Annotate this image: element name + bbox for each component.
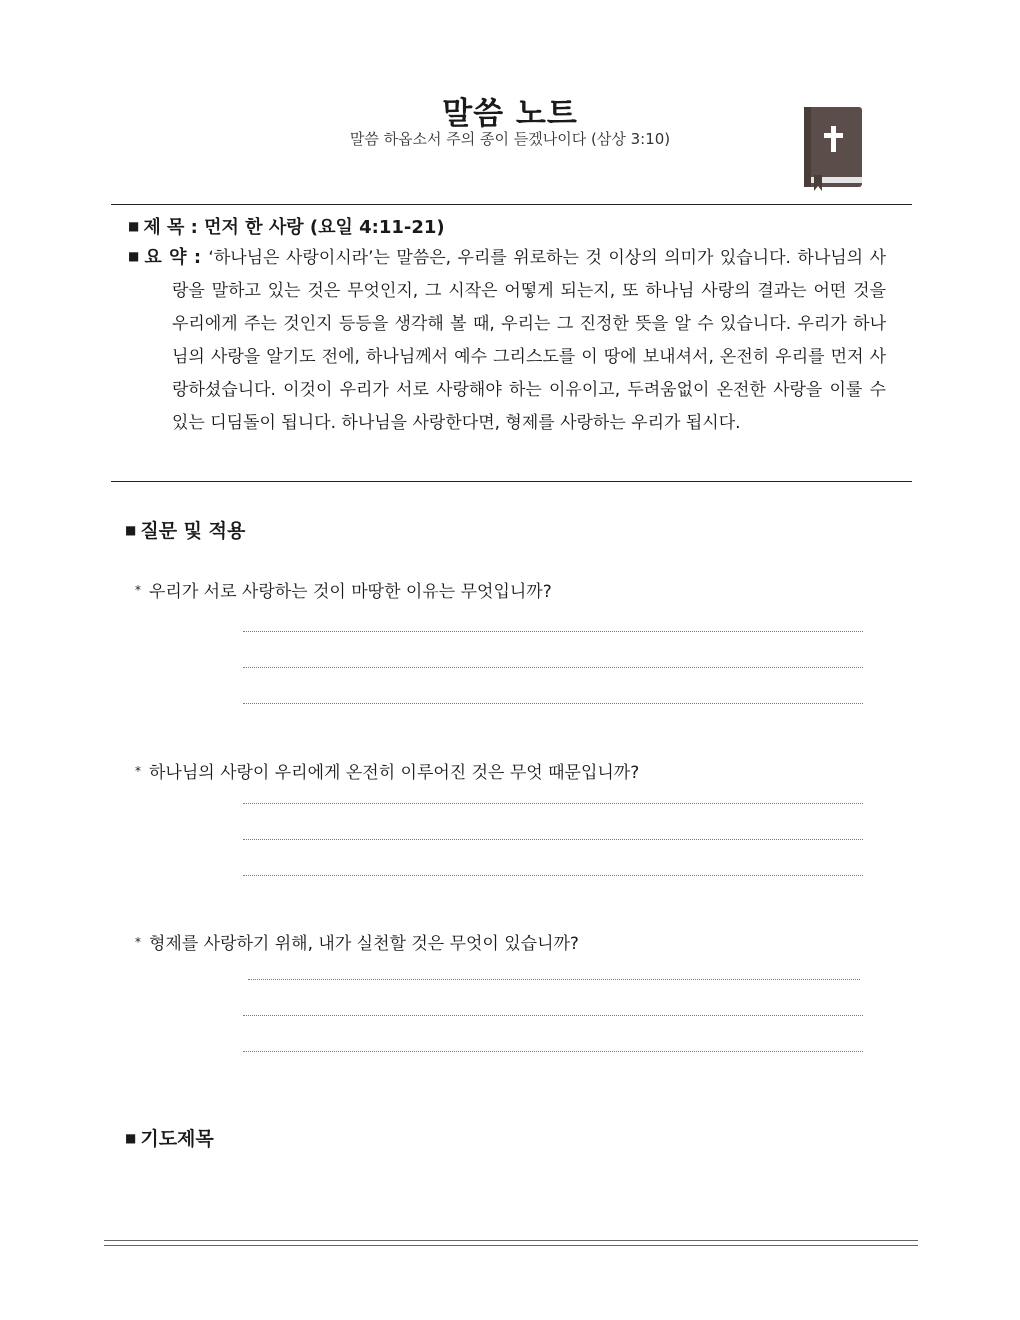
- answer-line-2-1[interactable]: [243, 803, 863, 804]
- answer-line-2-3[interactable]: [243, 875, 863, 876]
- page-title: 말씀 노트: [442, 96, 578, 132]
- bullet-square-icon: ■: [128, 219, 140, 233]
- answer-line-3-3[interactable]: [243, 1051, 863, 1052]
- summary-divider: [111, 481, 912, 482]
- footer-double-rule: [104, 1240, 918, 1246]
- answer-line-1-2[interactable]: [243, 667, 863, 668]
- answer-line-1-1[interactable]: [243, 631, 863, 632]
- sermon-summary: [128, 240, 886, 440]
- answer-line-3-1[interactable]: [248, 979, 860, 980]
- bible-book-icon: [800, 105, 866, 191]
- sermon-title-row: [128, 213, 445, 239]
- question-1: * 우리가 서로 사랑하는 것이 마땅한 이유는 무엇입니까?: [135, 582, 552, 602]
- bullet-square-icon: ■: [128, 249, 141, 263]
- answer-line-2-2[interactable]: [243, 839, 863, 840]
- questions-heading: ■ 질문 및 적용: [125, 520, 246, 542]
- page-subtitle: 말씀 하옵소서 주의 종이 듣겠나이다 (삼상 3:10): [349, 130, 671, 148]
- bullet-square-icon: ■: [125, 1131, 137, 1145]
- bullet-square-icon: ■: [125, 523, 137, 537]
- question-2: * 하나님의 사랑이 우리에게 온전히 이루어진 것은 무엇 때문입니까?: [135, 763, 640, 783]
- answer-line-1-3[interactable]: [243, 703, 863, 704]
- asterisk-bullet-icon: *: [135, 764, 141, 778]
- asterisk-bullet-icon: *: [135, 583, 141, 597]
- sermon-title-text: 먼저 한 사랑 (요일 4:11-21): [204, 217, 445, 238]
- sermon-summary-label: 요 약 :: [144, 247, 209, 268]
- question-3: * 형제를 사랑하기 위해, 내가 실천할 것은 무엇이 있습니까?: [135, 934, 579, 954]
- sermon-summary-text: ‘하나님은 사랑이시라’는 말씀은, 우리를 위로하는 것 이상의 의미가 있습니다. 하나님의 사랑을 말하고 있는 것은 무엇인지, 그 시작은 어떻게 되는지, 또 하나님 사랑의 결과는 어떤 것을 우리에게 주는 것인지 등등을 생각해 볼 때, 우리는 그 진정한 뜻을 알 수 있습니다. 우리가 하나님의 사랑을 알기도 전에, 하나님께서 예수 그리스도를 이 땅에 보내셔서, 온전히 우리를 먼저 사랑하셨습니다. 이것이 우리가 서로 사랑해야 하는 이유이고, 두려움없이 온전한 사랑을 이룰 수 있는 디딤돌이 됩니다. 하나님을 사랑한다면, 형제를 사랑하는 우리가 됩시다.: [172, 248, 886, 433]
- asterisk-bullet-icon: *: [135, 935, 141, 949]
- prayer-heading: ■ 기도제목: [125, 1128, 214, 1150]
- answer-line-3-2[interactable]: [243, 1015, 863, 1016]
- sermon-title-label: 제 목 :: [143, 217, 205, 238]
- header-divider: [111, 204, 912, 205]
